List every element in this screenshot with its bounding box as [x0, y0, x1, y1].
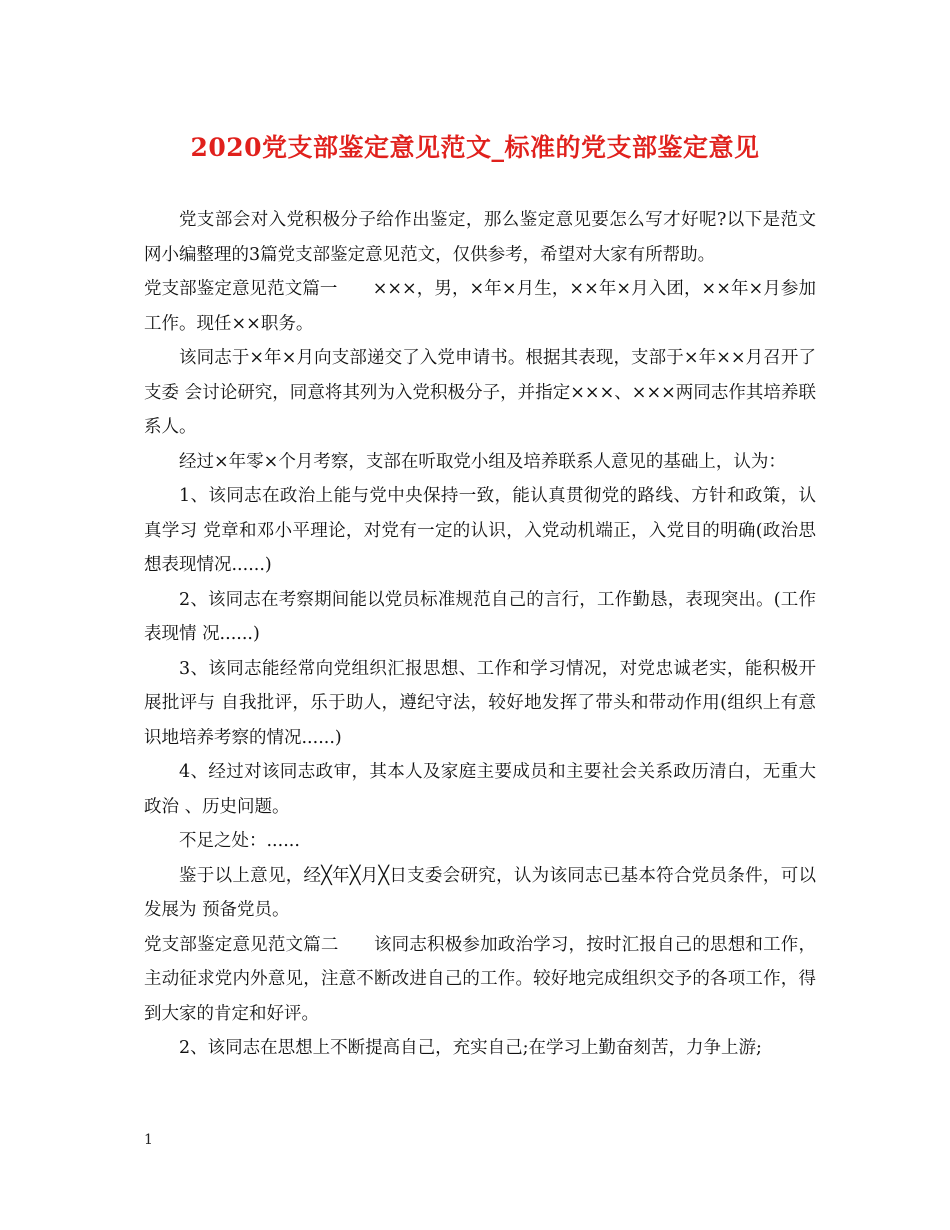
document-body [144, 203, 816, 1066]
document-title: 2020党支部鉴定意见范文_标准的党支部鉴定意见 [190, 133, 760, 162]
paragraph-application: 该同志于×年×月向支部递交了入党申请书。根据其表现，支部于×年××月召开了支委 会讨论研究，同意将其列为入党积极分子，并指定×××、×××两同志作其培养联系人。 [144, 348, 816, 437]
paragraph-evaluation-lead: 经过×年零×个月考察，支部在听取党小组及培养联系人意见的基础上，认为： [179, 451, 786, 472]
paragraph-intro: 党支部会对入党积极分子给作出鉴定，那么鉴定意见要怎么写才好呢?以下是范文网小编整理的3篇党支部鉴定意见范文，仅供参考，希望对大家有所帮助。 [144, 210, 816, 265]
paragraph-point-2: 2、该同志在考察期间能以党员标准规范自己的言行，工作勤恳，表现突出。(工作表现情 况......) [144, 589, 816, 644]
paragraph-shortcomings: 不足之处：...... [179, 831, 300, 851]
paragraph-sample-two-point-2: 2、该同志在思想上不断提高自己，充实自己;在学习上勤奋刻苦，力争上游; [179, 1038, 762, 1058]
paragraph-sample-one-header: 党支部鉴定意见范文篇一 ×××，男，×年×月生，××年×月入团，××年×月参加工作。现任××职务。 [144, 279, 816, 334]
paragraph-sample-two-header: 党支部鉴定意见范文篇二 该同志积极参加政治学习，按时汇报自己的思想和工作，主动征求党内外意见，注意不断改进自己的工作。较好地完成组织交予的各项工作，得到大家的肯定和好评。 [144, 934, 816, 1024]
paragraph-conclusion: 鉴于以上意见，经╳年╳月╳日支委会研究，认为该同志已基本符合党员条件，可以发展为 预备党员。 [144, 865, 816, 920]
paragraph-point-1: 1、该同志在政治上能与党中央保持一致，能认真贯彻党的路线、方针和政策，认真学习 党章和邓小平理论，对党有一定的认识，入党动机端正，入党目的明确(政治思想表现情况......) [144, 486, 816, 575]
paragraph-point-3: 3、该同志能经常向党组织汇报思想、工作和学习情况，对党忠诚老实，能积极开展批评与 自我批评，乐于助人，遵纪守法，较好地发挥了带头和带动作用(组织上有意识地培养考察的情况......) [144, 658, 816, 748]
page-number: 1 [144, 1132, 153, 1148]
paragraph-point-4: 4、经过对该同志政审，其本人及家庭主要成员和主要社会关系政历清白，无重大政治 、历史问题。 [144, 762, 816, 817]
